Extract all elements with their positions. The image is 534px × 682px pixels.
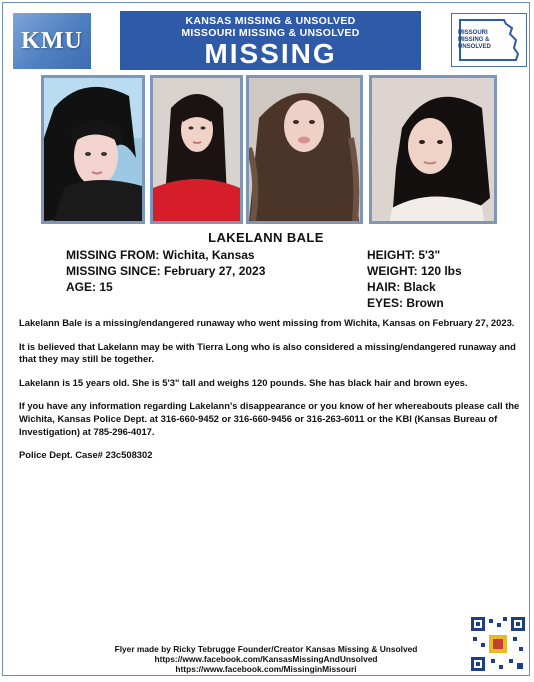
kmu-logo [13, 13, 91, 69]
person-name: LAKELANN BALE [208, 230, 324, 245]
missouri-logo-text: MISSOURI MISSING & UNSOLVED [458, 30, 491, 50]
footer-link-missouri[interactable]: https://www.facebook.com/MissinginMissouri [175, 664, 357, 674]
banner-line-missouri: MISSOURI MISSING & UNSOLVED [181, 27, 360, 39]
photo-3 [246, 75, 363, 224]
missing-person-flyer [2, 2, 530, 676]
banner-title: MISSING [204, 38, 337, 69]
description-paragraph-4: If you have any information regarding Lakelann's disappearance or you know of her whereabouts please call the Wichita, Kansas Police Dept. at 316-660-9452 or 316-660-9456 or 316-263-6011 or the KBI (Kansas Bureau of Investigation) at 785-296-4017. [19, 400, 520, 437]
footer-link-kansas[interactable]: https://www.facebook.com/KansasMissingAndUnsolved [154, 654, 378, 664]
missing-since: MISSING SINCE: February 27, 2023 [66, 264, 266, 278]
photo-4 [369, 75, 497, 224]
qr-code-icon [469, 615, 527, 673]
facts-right-column [367, 247, 462, 311]
height: HEIGHT: 5'3" [367, 248, 441, 262]
hair: HAIR: Black [367, 280, 436, 294]
photo-strip [3, 75, 529, 225]
photo-1 [41, 75, 145, 224]
case-number: Police Dept. Case# 23c508302 [19, 449, 153, 461]
description-paragraph-1: Lakelann Bale is a missing/endangered runaway who went missing from Wichita, Kansas on February 27, 2023. [19, 317, 515, 328]
missouri-logo [451, 13, 527, 67]
footer-credit-line: Flyer made by Ricky Tebrugge Founder/Creator Kansas Missing & Unsolved [114, 644, 418, 654]
footer-credits [3, 644, 529, 674]
description-paragraph-2: It is believed that Lakelann may be with Tierra Long who is also considered a missing/endangered runaway and that they may still be together. [19, 340, 516, 365]
eyes: EYES: Brown [367, 296, 444, 310]
banner-line-kansas: KANSAS MISSING & UNSOLVED [185, 15, 356, 27]
header-banner [120, 11, 421, 70]
facts-left-column [66, 247, 265, 295]
description [19, 317, 521, 473]
photo-2 [150, 75, 243, 224]
weight: WEIGHT: 120 lbs [367, 264, 462, 278]
age: AGE: 15 [66, 280, 113, 294]
description-paragraph-3: Lakelann is 15 years old. She is 5'3" tall and weighs 120 pounds. She has black hair and brown eyes. [19, 376, 468, 388]
missing-from: MISSING FROM: Wichita, Kansas [66, 248, 255, 262]
kmu-logo-text: KMU [21, 27, 83, 54]
